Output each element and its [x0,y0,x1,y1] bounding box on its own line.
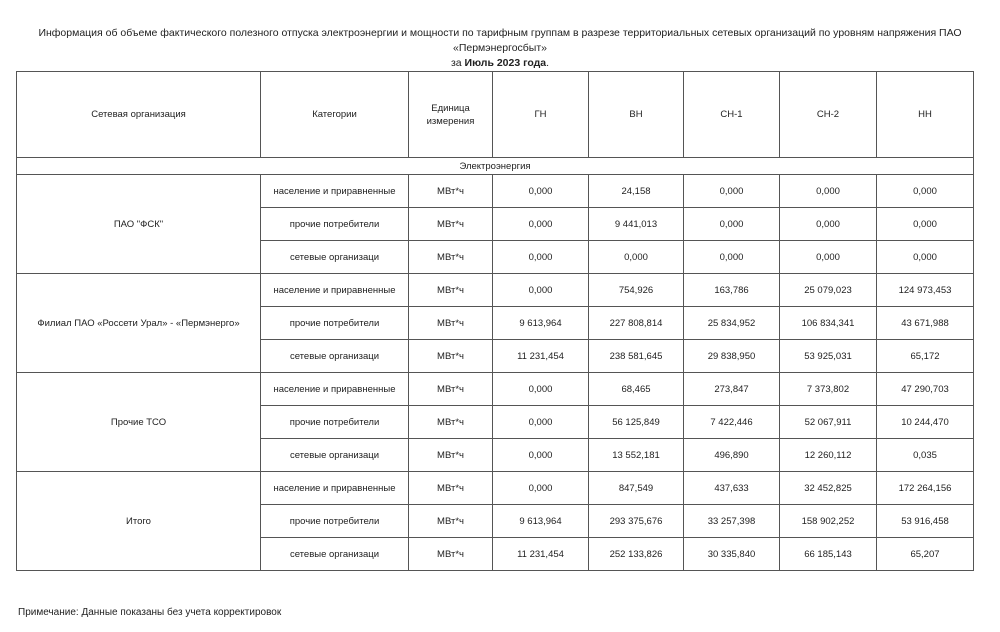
value-cell-gn: 0,000 [493,373,589,406]
unit-cell: МВт*ч [409,241,493,274]
value-cell-sn1: 273,847 [684,373,780,406]
unit-cell: МВт*ч [409,439,493,472]
value-cell-gn: 0,000 [493,175,589,208]
unit-cell: МВт*ч [409,340,493,373]
unit-cell: МВт*ч [409,373,493,406]
value-cell-sn2: 12 260,112 [780,439,877,472]
report-period-value: Июль 2023 года [464,57,547,69]
value-cell-vn: 847,549 [589,472,684,505]
value-cell-sn1: 25 834,952 [684,307,780,340]
header-nn: НН [877,72,974,158]
value-cell-vn: 0,000 [589,241,684,274]
category-cell: сетевые организаци [261,439,409,472]
value-cell-vn: 754,926 [589,274,684,307]
value-cell-sn2: 158 902,252 [780,505,877,538]
table-row [17,175,974,208]
category-cell: сетевые организаци [261,340,409,373]
value-cell-gn: 11 231,454 [493,340,589,373]
report-title [0,26,1000,71]
unit-cell: МВт*ч [409,274,493,307]
value-cell-nn: 0,000 [877,175,974,208]
category-cell: сетевые организаци [261,538,409,571]
header-sn2: СН-2 [780,72,877,158]
value-cell-sn1: 0,000 [684,208,780,241]
value-cell-nn: 172 264,156 [877,472,974,505]
value-cell-gn: 11 231,454 [493,538,589,571]
header-org: Сетевая организация [17,72,261,158]
table-row [17,274,974,307]
org-name-cell: ПАО "ФСК" [17,175,261,274]
org-name-cell: Филиал ПАО «Россети Урал» - «Пермэнерго» [17,274,261,373]
category-cell: прочие потребители [261,307,409,340]
section-row [17,158,974,175]
unit-cell: МВт*ч [409,472,493,505]
category-cell: прочие потребители [261,505,409,538]
value-cell-sn1: 496,890 [684,439,780,472]
table-row [17,373,974,406]
value-cell-sn1: 0,000 [684,175,780,208]
unit-cell: МВт*ч [409,505,493,538]
value-cell-sn2: 0,000 [780,208,877,241]
value-cell-sn1: 30 335,840 [684,538,780,571]
value-cell-sn2: 52 067,911 [780,406,877,439]
value-cell-vn: 24,158 [589,175,684,208]
value-cell-gn: 0,000 [493,241,589,274]
value-cell-nn: 10 244,470 [877,406,974,439]
value-cell-sn1: 437,633 [684,472,780,505]
category-cell: население и приравненные [261,175,409,208]
category-cell: население и приравненные [261,373,409,406]
value-cell-sn1: 7 422,446 [684,406,780,439]
value-cell-gn: 0,000 [493,472,589,505]
category-cell: население и приравненные [261,274,409,307]
report-period: за Июль 2023 года. [450,57,550,69]
header-sn1: СН-1 [684,72,780,158]
value-cell-sn2: 53 925,031 [780,340,877,373]
energy-table [16,71,974,571]
value-cell-gn: 9 613,964 [493,505,589,538]
value-cell-nn: 53 916,458 [877,505,974,538]
value-cell-sn1: 33 257,398 [684,505,780,538]
value-cell-gn: 9 613,964 [493,307,589,340]
header-gn: ГН [493,72,589,158]
category-cell: население и приравненные [261,472,409,505]
footnote: Примечание: Данные показаны без учета корректировок [18,607,282,618]
value-cell-sn1: 0,000 [684,241,780,274]
header-vn: ВН [589,72,684,158]
value-cell-sn2: 32 452,825 [780,472,877,505]
value-cell-nn: 0,035 [877,439,974,472]
value-cell-sn2: 25 079,023 [780,274,877,307]
header-category: Категории [261,72,409,158]
value-cell-nn: 0,000 [877,241,974,274]
value-cell-vn: 227 808,814 [589,307,684,340]
value-cell-sn1: 163,786 [684,274,780,307]
value-cell-gn: 0,000 [493,208,589,241]
unit-cell: МВт*ч [409,406,493,439]
value-cell-nn: 124 973,453 [877,274,974,307]
value-cell-nn: 65,207 [877,538,974,571]
value-cell-vn: 68,465 [589,373,684,406]
org-name-cell: Прочие ТСО [17,373,261,472]
unit-cell: МВт*ч [409,208,493,241]
value-cell-vn: 56 125,849 [589,406,684,439]
value-cell-sn2: 0,000 [780,241,877,274]
value-cell-gn: 0,000 [493,274,589,307]
org-name-cell: Итого [17,472,261,571]
category-cell: сетевые организаци [261,241,409,274]
value-cell-gn: 0,000 [493,439,589,472]
value-cell-nn: 65,172 [877,340,974,373]
unit-cell: МВт*ч [409,175,493,208]
table-row [17,472,974,505]
value-cell-nn: 47 290,703 [877,373,974,406]
value-cell-sn2: 0,000 [780,175,877,208]
value-cell-sn2: 7 373,802 [780,373,877,406]
unit-cell: МВт*ч [409,307,493,340]
value-cell-nn: 0,000 [877,208,974,241]
value-cell-gn: 0,000 [493,406,589,439]
value-cell-vn: 9 441,013 [589,208,684,241]
report-title-line1: Информация об объеме фактического полезного отпуска электроэнергии и мощности по тарифным группам в разрезе территориальных сетевых организаций по уровням напряжения ПАО «Пермэнергосбыт» [38,27,962,54]
category-cell: прочие потребители [261,208,409,241]
unit-cell: МВт*ч [409,538,493,571]
value-cell-nn: 43 671,988 [877,307,974,340]
value-cell-sn1: 29 838,950 [684,340,780,373]
value-cell-sn2: 106 834,341 [780,307,877,340]
category-cell: прочие потребители [261,406,409,439]
value-cell-vn: 293 375,676 [589,505,684,538]
section-label: Электроэнергия [17,158,974,175]
value-cell-sn2: 66 185,143 [780,538,877,571]
value-cell-vn: 13 552,181 [589,439,684,472]
value-cell-vn: 252 133,826 [589,538,684,571]
value-cell-vn: 238 581,645 [589,340,684,373]
table-header-row [17,72,974,158]
header-unit: Единица измерения [409,72,493,158]
